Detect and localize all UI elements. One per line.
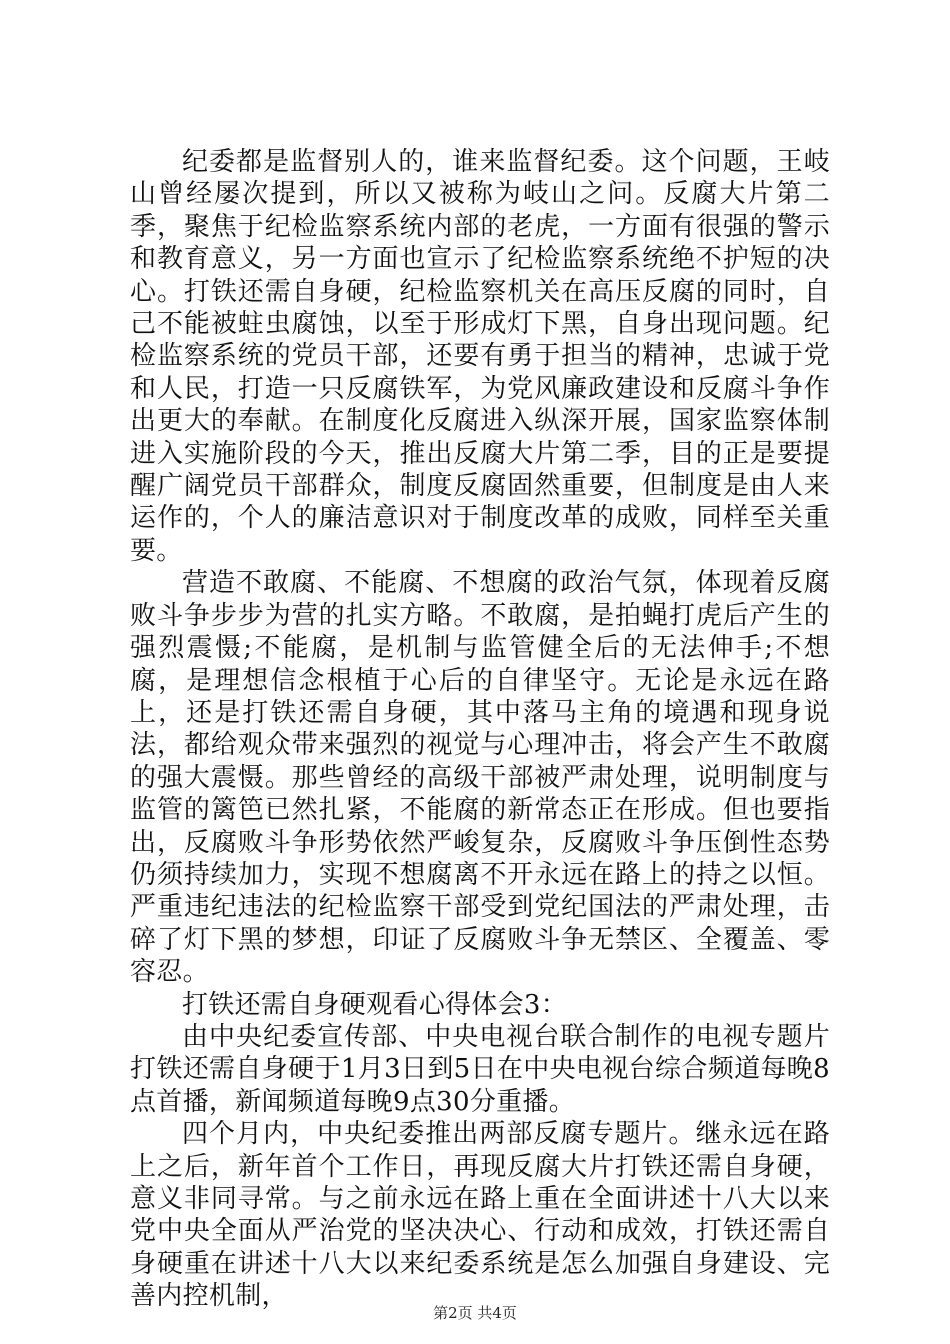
paragraph-1: 纪委都是监督别人的，谁来监督纪委。这个问题，王岐山曾经屡次提到，所以又被称为岐山之问。反腐大片第二季，聚焦于纪检监察系统内部的老虎，一方面有很强的警示和教育意义，另一方面也宣示了纪检监察系统绝不护短的决心。打铁还需自身硬，纪检监察机关在高压反腐的同时，自己不能被蛀虫腐蚀，以至于形成灯下黑，自身出现问题。纪检监察系统的党员干部，还要有勇于担当的精神，忠诚于党和人民，打造一只反腐铁军，为党风廉政建设和反腐斗争作出更大的奉献。在制度化反腐进入纵深开展，国家监察体制进入实施阶段的今天，推出反腐大片第二季，目的正是要提醒广阔党员干部群众，制度反腐固然重要，但制度是由人来运作的，个人的廉洁意识对于制度改革的成败，同样至关重要。: [130, 147, 830, 566]
paragraph-3: 由中央纪委宣传部、中央电视台联合制作的电视专题片打铁还需自身硬于1月3日到5日在中央电视台综合频道每晚8点首播，新闻频道每晚9点30分重播。: [130, 1021, 830, 1117]
document-body: [130, 146, 830, 1313]
paragraph-2: 营造不敢腐、不能腐、不想腐的政治气氛，体现着反腐败斗争步步为营的扎实方略。不敢腐，是拍蝇打虎后产生的强烈震慑;不能腐，是机制与监管健全后的无法伸手;不想腐，是理想信念根植于心后的自律坚守。无论是永远在路上，还是打铁还需自身硬，其中落马主角的境遇和现身说法，都给观众带来强烈的视觉与心理冲击，将会产生不敢腐的强大震慑。那些曾经的高级干部被严肃处理，说明制度与监管的篱笆已然扎紧，不能腐的新常态正在形成。但也要指出，反腐败斗争形势依然严峻复杂，反腐败斗争压倒性态势仍须持续加力，实现不想腐离不开永远在路上的持之以恒。严重违纪违法的纪检监察干部受到党纪国法的严肃处理，击碎了灯下黑的梦想，印证了反腐败斗争无禁区、全覆盖、零容忍。: [130, 568, 830, 988]
section-heading: 打铁还需自身硬观看心得体会3：: [182, 989, 568, 1020]
paragraph-4: 四个月内，中央纪委推出两部反腐专题片。继永远在路上之后，新年首个工作日，再现反腐大片打铁还需自身硬，意义非同寻常。与之前永远在路上重在全面讲述十八大以来党中央全面从严治党的坚决决心、行动和成效，打铁还需自身硬重在讲述十八大以来纪委系统是怎么加强自身建设、完善内控机制，: [130, 1119, 830, 1312]
page-number: 第2页 共4页: [433, 1304, 517, 1322]
